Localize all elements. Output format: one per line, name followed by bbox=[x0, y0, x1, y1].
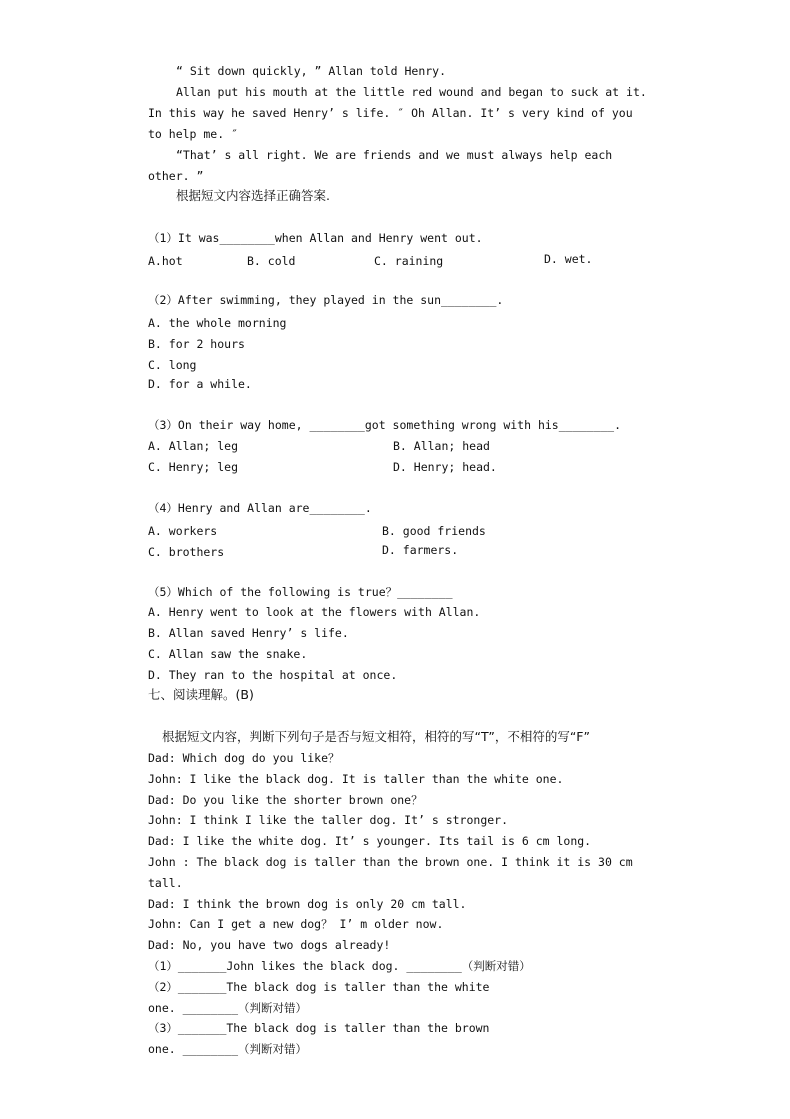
judge-question-cont: one. ________（判断对错） bbox=[148, 1001, 308, 1015]
question-stem: （5）Which of the following is true？________ bbox=[148, 585, 453, 599]
passage-line: In this way he saved Henry’ s life. ″ Oh Allan. It’ s very kind of you bbox=[148, 106, 633, 120]
dialogue-line: John : The black dog is taller than the brown one. I think it is 30 cm bbox=[148, 855, 633, 869]
dialogue-line: Dad: Which dog do you like？ bbox=[148, 751, 340, 765]
question-stem: （3）On their way home, ________got something wrong with his________. bbox=[148, 418, 622, 432]
option: D. farmers. bbox=[382, 543, 459, 557]
passage-line: “ Sit down quickly, ” Allan told Henry. bbox=[176, 64, 447, 78]
judge-question: （3）_______The black dog is taller than the brown bbox=[148, 1021, 490, 1035]
judge-question: （1）_______John likes the black dog. ________（判断对错） bbox=[148, 959, 531, 973]
dialogue-line: Dad: I think the brown dog is only 20 cm tall. bbox=[148, 897, 467, 911]
dialogue-line: Dad: I like the white dog. It’ s younger. Its tail is 6 cm long. bbox=[148, 834, 592, 848]
judge-question: （2）_______The black dog is taller than the white bbox=[148, 980, 490, 994]
option: C. raining bbox=[374, 254, 444, 268]
passage-line: to help me. ″ bbox=[148, 127, 239, 141]
passage-line: “That’ s all right. We are friends and we must always help each bbox=[176, 148, 613, 162]
dialogue-line: John: Can I get a new dog？ I’ m older now. bbox=[148, 917, 444, 931]
judge-question-cont: one. ________（判断对错） bbox=[148, 1042, 308, 1056]
option: B. Allan; head bbox=[393, 439, 490, 453]
question-stem: （4）Henry and Allan are________. bbox=[148, 501, 372, 515]
dialogue-line: John: I like the black dog. It is taller than the white one. bbox=[148, 772, 564, 786]
option: B. good friends bbox=[382, 524, 486, 538]
option: C. Allan saw the snake. bbox=[148, 647, 308, 661]
option: A. Henry went to look at the flowers with Allan. bbox=[148, 605, 481, 619]
option: B. for 2 hours bbox=[148, 337, 245, 351]
option: B. cold bbox=[247, 254, 296, 268]
option: D. wet. bbox=[544, 252, 593, 266]
section-instruction: 根据短文内容，判断下列句子是否与短文相符，相符的写“T”，不相符的写“F” bbox=[162, 729, 590, 744]
option: D. Henry; head. bbox=[393, 460, 497, 474]
option: B. Allan saved Henry’ s life. bbox=[148, 626, 349, 640]
instruction-text: 根据短文内容选择正确答案. bbox=[176, 188, 330, 203]
option: C. Henry; leg bbox=[148, 460, 239, 474]
option: A.hot bbox=[148, 254, 183, 268]
section-heading: 七、阅读理解。(B) bbox=[148, 687, 254, 702]
passage-line: Allan put his mouth at the little red wound and began to suck at it. bbox=[176, 85, 647, 99]
dialogue-line: Dad: Do you like the shorter brown one？ bbox=[148, 793, 423, 807]
dialogue-line: John: I think I like the taller dog. It’ s stronger. bbox=[148, 813, 509, 827]
option: D. They ran to the hospital at once. bbox=[148, 668, 398, 682]
question-stem: （2）After swimming, they played in the sun________. bbox=[148, 293, 504, 307]
option: A. the whole morning bbox=[148, 316, 287, 330]
dialogue-line: tall. bbox=[148, 876, 183, 890]
option: A. Allan; leg bbox=[148, 439, 239, 453]
question-stem: （1）It was________when Allan and Henry went out. bbox=[148, 231, 483, 245]
option: C. long bbox=[148, 358, 197, 372]
option: D. for a while. bbox=[148, 377, 252, 391]
option: C. brothers bbox=[148, 545, 225, 559]
option: A. workers bbox=[148, 524, 218, 538]
passage-line: other. ” bbox=[148, 169, 204, 183]
dialogue-line: Dad: No, you have two dogs already! bbox=[148, 938, 391, 952]
